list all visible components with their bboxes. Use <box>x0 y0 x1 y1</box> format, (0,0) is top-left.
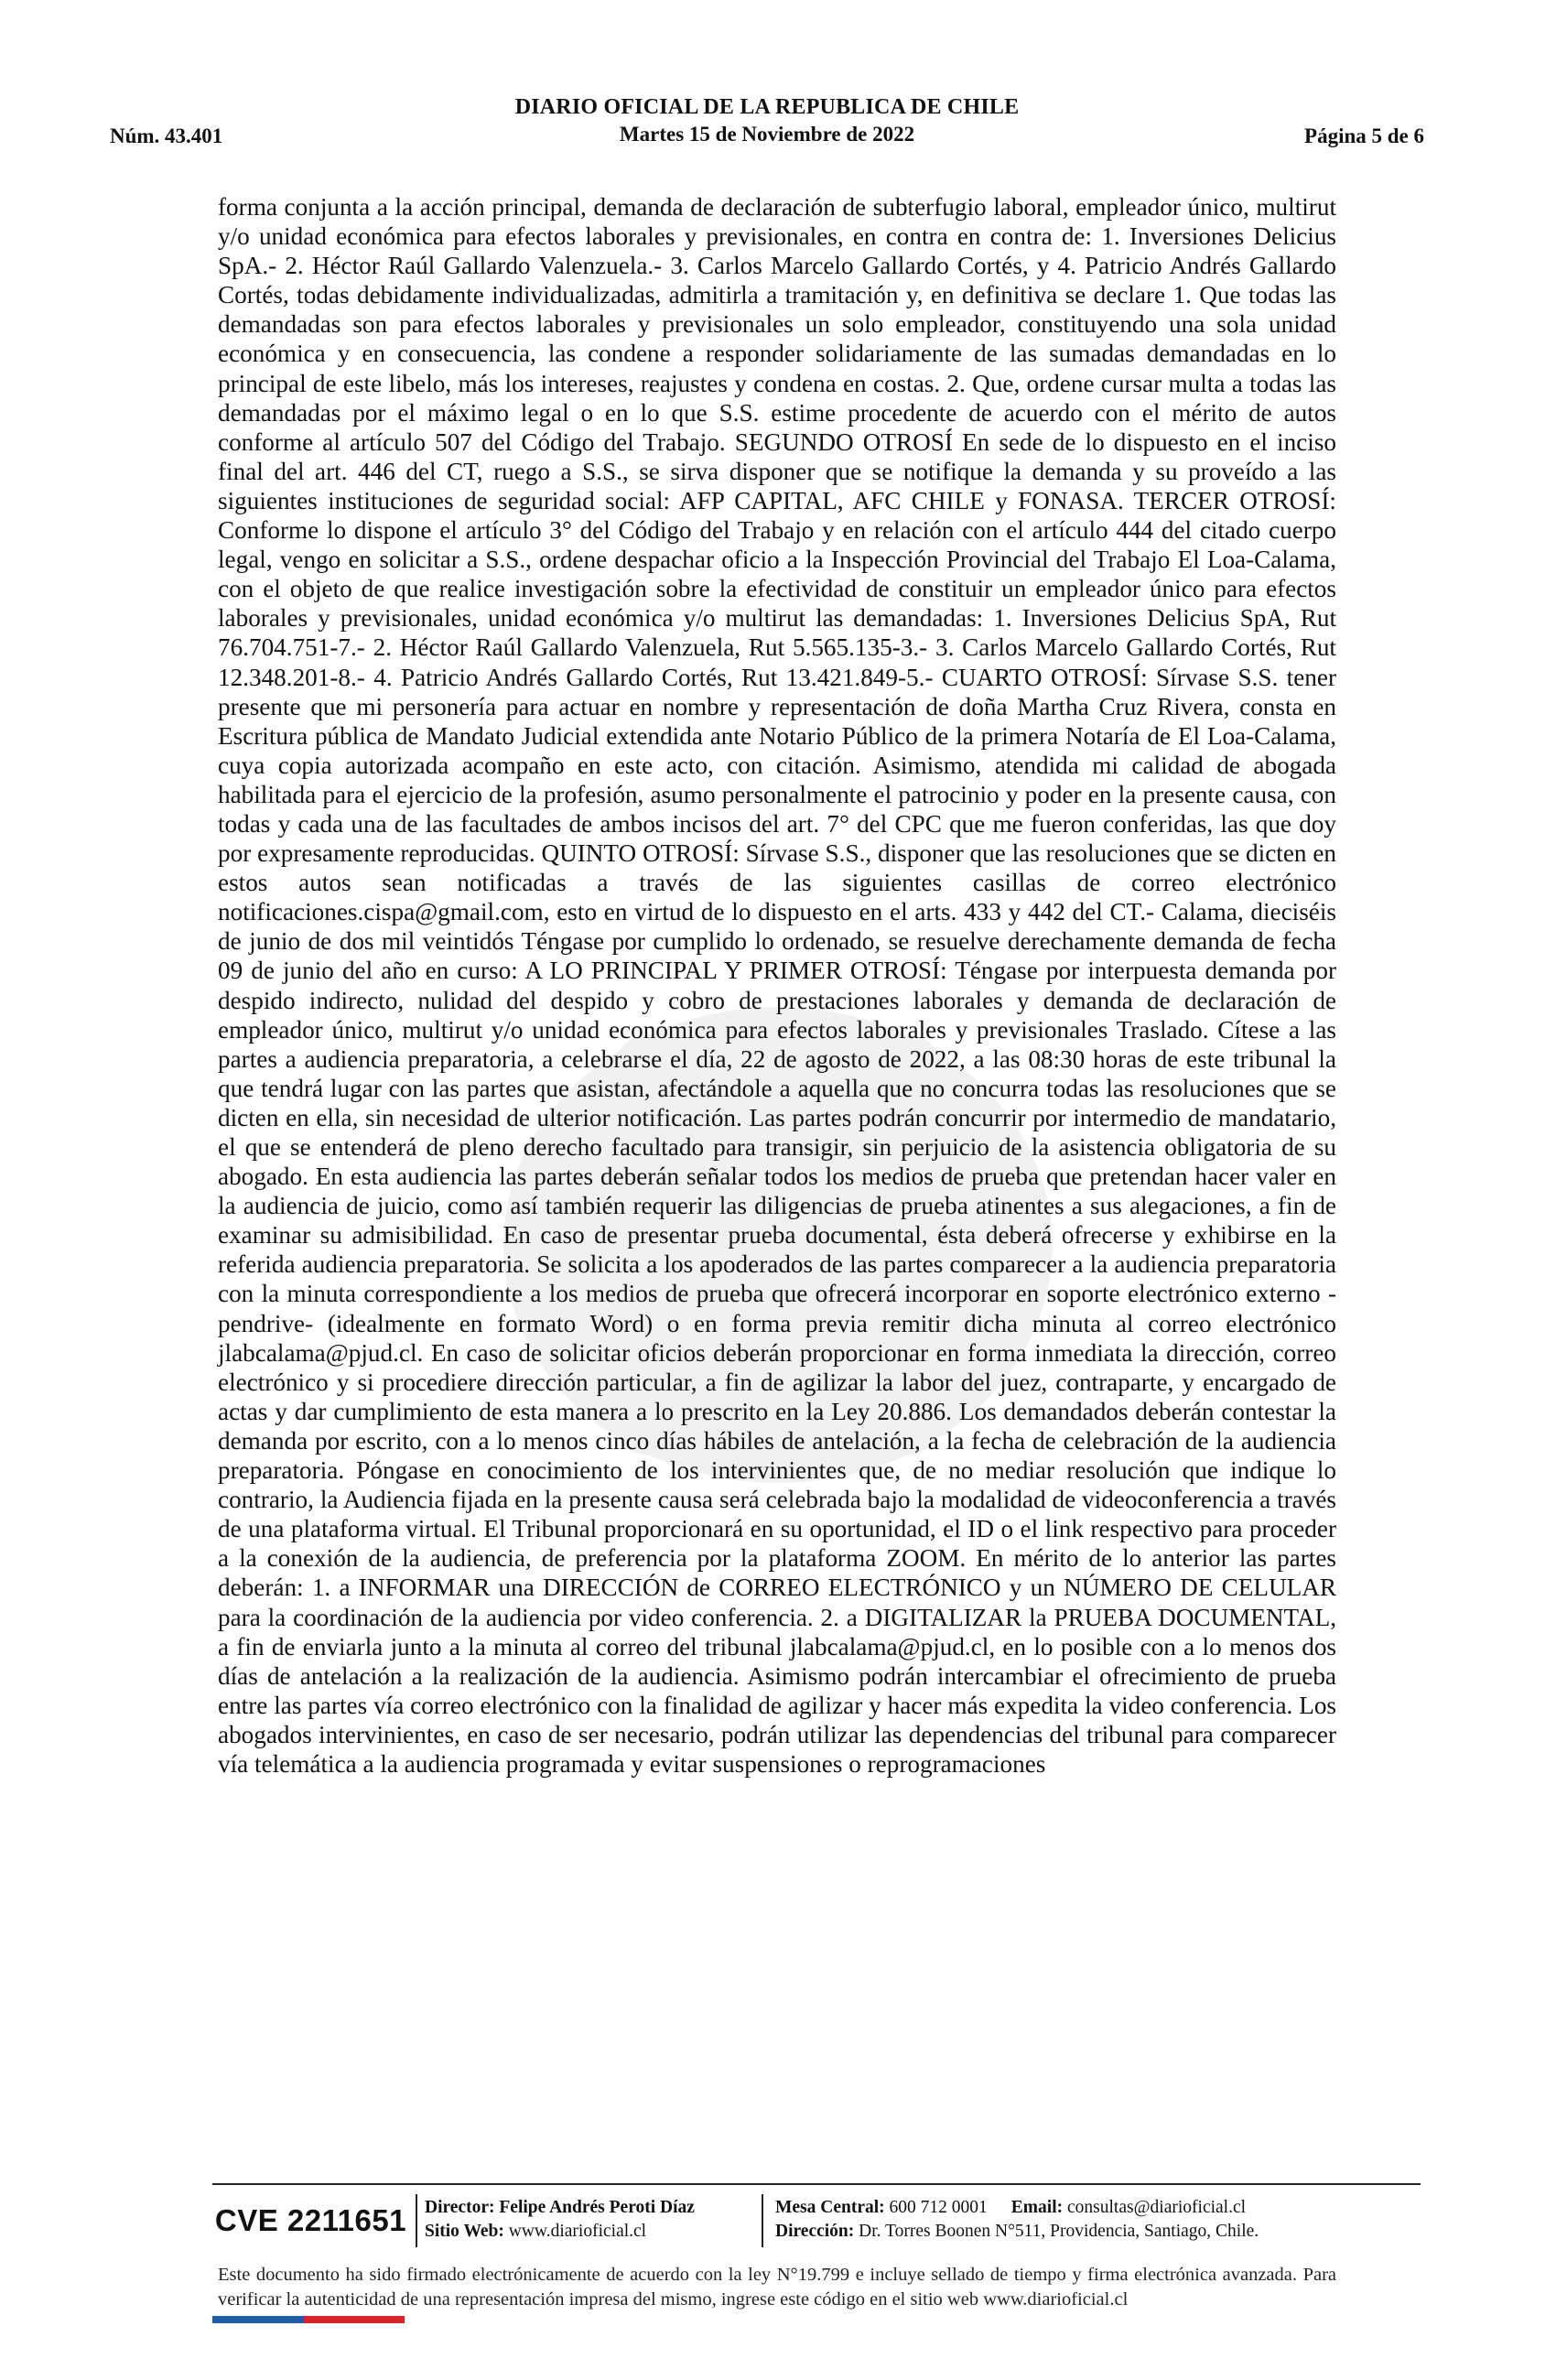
publication-title: DIARIO OFICIAL DE LA REPUBLICA DE CHILE <box>514 95 1020 119</box>
mesa-phone: 600 712 0001 <box>889 2198 988 2217</box>
email-link[interactable]: consultas@diarioficial.cl <box>1067 2198 1247 2217</box>
page-header <box>110 93 1424 150</box>
director-name: Felipe Andrés Peroti Díaz <box>499 2198 695 2217</box>
address-label: Dirección: <box>775 2222 855 2241</box>
site-label: Sitio Web: <box>425 2222 504 2241</box>
cve-code-text: CVE 2211651 <box>214 2203 407 2237</box>
footer-contact-column <box>775 2196 1259 2244</box>
footer-divider <box>212 2183 1421 2185</box>
email-label: Email: <box>1010 2198 1064 2217</box>
masthead <box>110 93 1424 148</box>
signature-disclaimer: Este documento ha sido firmado electrónicamente de acuerdo con la ley N°19.799 e incluye sellado de tiempo y firma electrónica avanzada. Para verificar la autenticidad de una representación impresa del mismo, ingrese este código en el sitio web www.diarioficial.cl <box>218 2265 1336 2310</box>
page-number: Página 5 de 6 <box>1304 124 1424 147</box>
director-label: Director: <box>425 2198 495 2217</box>
publication-date: Martes 15 de Noviembre de 2022 <box>619 123 915 146</box>
flag-red-segment <box>304 2316 405 2323</box>
site-link[interactable]: www.diarioficial.cl <box>508 2222 647 2241</box>
issue-number: Núm. 43.401 <box>110 124 223 147</box>
address-value: Dr. Torres Boonen N°511, Providencia, Santiago, Chile. <box>859 2222 1259 2241</box>
document-body: forma conjunta a la acción principal, demanda de declaración de subterfugio laboral, empleador único, multirut y/o unidad económica para efectos laborales y previsionales, en contra en contra de: 1. Inversiones Delicius SpA.- 2. Héctor Raúl Gallardo Valenzuela.- 3. Carlos Marcelo Gallardo Cortés, y 4. Patricio Andrés Gallardo Cortés, todas debidamente individualizadas, admitirla a tramitación y, en definitiva se declare 1. Que todas las demandadas son para efectos laborales y previsionales un solo empleador, constituyendo una sola unidad económica y en consecuencia, las condene a responder solidariamente de las sumadas demandadas en lo principal de este libelo, más los intereses, reajustes y condena en costas. 2. Que, ordene cursar multa a todas las demandadas por el máximo legal o en lo que S.S. estime procedente de acuerdo con el mérito de autos conforme al artículo 507 del Código del Trabajo. SEGUNDO OTROSÍ En sede de lo dispuesto en el inciso final del art. 446 del CT, ruego a S.S., se sirva disponer que se notifique la demanda y su proveído a las siguientes instituciones de seguridad social: AFP CAPITAL, AFC CHILE y FONASA. TERCER OTROSÍ: Conforme lo dispone el artículo 3° del Código del Trabajo y en relación con el artículo 444 del citado cuerpo legal, vengo en solicitar a S.S., ordene despachar oficio a la Inspección Provincial del Trabajo El Loa-Calama, con el objeto de que realice investigación sobre la efectividad de constituir un empleador único para efectos laborales y previsionales, unidad económica y/o multirut las demandadas: 1. Inversiones Delicius SpA, Rut 76.704.751-7.- 2. Héctor Raúl Gallardo Valenzuela, Rut 5.565.135-3.- 3. Carlos Marcelo Gallardo Cortés, Rut 12.348.201-8.- 4. Patricio Andrés Gallardo Cortés, Rut 13.421.849-5.- CUARTO OTROSÍ: Sírvase S.S. tener presente que mi personería para actuar en nombre y representación de doña Martha Cruz Rivera, consta en Escritura pública de Mandato Judicial extendida ante Notario Público de la primera Notaría de El Loa-Calama, cuya copia autorizada acompaño en este acto, con citación. Asimismo, atendida mi calidad de abogada habilitada para el ejercicio de la profesión, asumo personalmente el patrocinio y poder en la presente causa, con todas y cada una de las facultades de ambos incisos del art. 7° del CPC que me fueron conferidas, las que doy por expresamente reproducidas. QUINTO OTROSÍ: Sírvase S.S., disponer que las resoluciones que se dicten en estos autos sean notificadas a través de las siguientes casillas de correo electrónico notificaciones.cispa@gmail.com, esto en virtud de lo dispuesto en el arts. 433 y 442 del CT.- Calama, dieciséis de junio de dos mil veintidós Téngase por cumplido lo ordenado, se resuelve derechamente demanda de fecha 09 de junio del año en curso: A LO PRINCIPAL Y PRIMER OTROSÍ: Téngase por interpuesta demanda por despido indirecto, nulidad del despido y cobro de prestaciones laborales y demanda de declaración de empleador único, multirut y/o unidad económica para efectos laborales y previsionales Traslado. Cítese a las partes a audiencia preparatoria, a celebrarse el día, 22 de agosto de 2022, a las 08:30 horas de este tribunal la que tendrá lugar con las partes que asistan, afectándole a aquella que no concurra todas las resoluciones que se dicten en ella, sin necesidad de ulterior notificación. Las partes podrán concurrir por intermedio de mandatario, el que se entenderá de pleno derecho facultado para transigir, sin perjuicio de la asistencia obligatoria de su abogado. En esta audiencia las partes deberán señalar todos los medios de prueba que pretendan hacer valer en la audiencia de juicio, como así también requerir las diligencias de prueba atinentes a sus alegaciones, a fin de examinar su admisibilidad. En caso de presentar prueba documental, ésta deberá ofrecerse y exhibirse en la referida audiencia preparatoria. Se solicita a los apoderados de las partes comparecer a la audiencia preparatoria con la minuta correspondiente a los medios de prueba que ofrecerá incorporar en soporte electrónico externo -pendrive- (idealmente en formato Word) o en forma previa remitir dicha minuta al correo electrónico jlabcalama@pjud.cl. En caso de solicitar oficios deberán proporcionar en forma inmediata la dirección, correo electrónico y si procediere dirección particular, a fin de agilizar la labor del juez, contraparte, y encargado de actas y dar cumplimiento de esta manera a lo prescrito en la Ley 20.886. Los demandados deberán contestar la demanda por escrito, con a lo menos cinco días hábiles de antelación, a la fecha de celebración de la audiencia preparatoria. Póngase en conocimiento de los intervinientes que, de no mediar resolución que indique lo contrario, la Audiencia fijada en la presente causa será celebrada bajo la modalidad de videoconferencia a través de una plataforma virtual. El Tribunal proporcionará en su oportunidad, el ID o el link respectivo para proceder a la conexión de la audiencia, de preferencia por la plataforma ZOOM. En mérito de lo anterior las partes deberán: 1. a INFORMAR una DIRECCIÓN de CORREO ELECTRÓNICO y un NÚMERO DE CELULAR para la coordinación de la audiencia por video conferencia. 2. a DIGITALIZAR la PRUEBA DOCUMENTAL, a fin de enviarla junto a la minuta al correo del tribunal jlabcalama@pjud.cl, en lo posible con a lo menos dos días de antelación a la realización de la audiencia. Asimismo podrán intercambiar el ofrecimiento de prueba entre las partes vía correo electrónico con la finalidad de agilizar y hacer más expedita la video conferencia. Los abogados intervinientes, en caso de ser necesario, podrán utilizar las dependencias del tribunal para comparecer vía telemática a la audiencia programada y evitar suspensiones o reprogramaciones <box>218 193 1336 1778</box>
cve-code <box>212 2191 409 2251</box>
mesa-label: Mesa Central: <box>775 2198 885 2217</box>
chile-flag-bar <box>212 2316 405 2323</box>
footer-separator <box>762 2194 763 2247</box>
footer-separator <box>416 2194 417 2247</box>
flag-blue-segment <box>212 2316 304 2323</box>
page-footer <box>212 2191 1421 2256</box>
footer-director-column <box>425 2196 695 2244</box>
